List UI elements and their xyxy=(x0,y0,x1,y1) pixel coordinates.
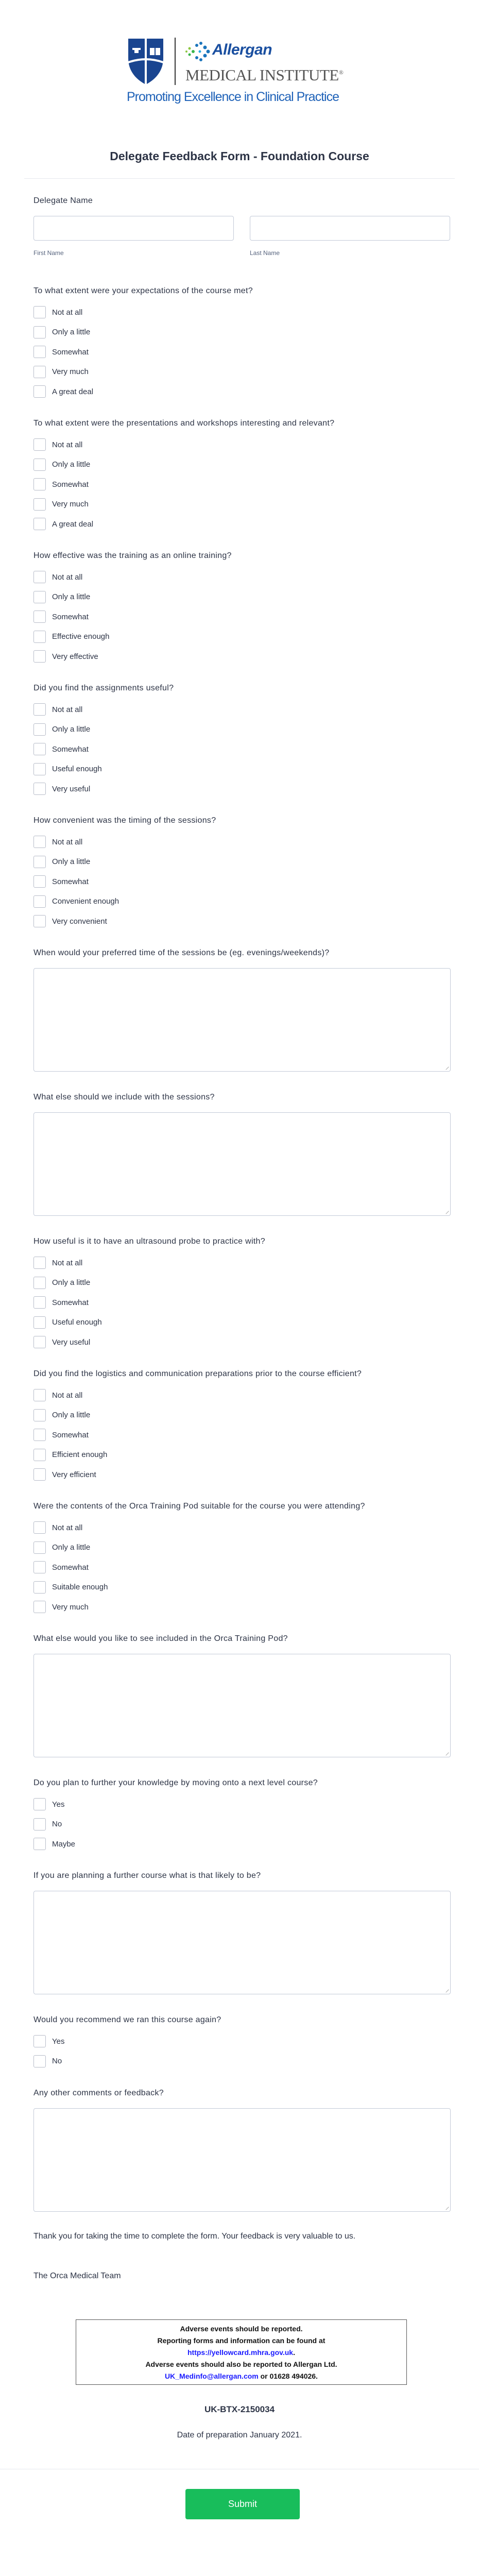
checkbox[interactable] xyxy=(33,2035,46,2047)
option-label: Convenient enough xyxy=(52,897,119,906)
question-label: To what extent were your expectations of the course met? xyxy=(33,286,253,295)
thank-you-text: Thank you for taking the time to complete the form. Your feedback is very valuable to us. xyxy=(33,2231,356,2241)
checkbox-option[interactable] xyxy=(33,306,451,318)
checkbox-option[interactable] xyxy=(33,459,451,471)
checkbox-option[interactable] xyxy=(33,385,451,398)
allergan-medical-institute-logo xyxy=(127,36,353,108)
option-label: Very much xyxy=(52,1602,89,1612)
checkbox[interactable] xyxy=(33,1449,46,1461)
allergan-dots-icon xyxy=(184,41,211,62)
field-label: Delegate Name xyxy=(33,196,93,205)
resize-handle-icon[interactable] xyxy=(443,1208,449,1214)
checkbox[interactable] xyxy=(33,763,46,775)
question-14 xyxy=(33,2014,451,2067)
preparation-date: Date of preparation January 2021. xyxy=(177,2430,302,2439)
option-label: Somewhat xyxy=(52,347,89,357)
option-label: Yes xyxy=(52,1800,65,1809)
phone-text: or 01628 494026. xyxy=(258,2371,318,2380)
question-label: If you are planning a further course what is that likely to be? xyxy=(33,1871,261,1880)
question-4 xyxy=(33,682,451,795)
option-label: Somewhat xyxy=(52,1298,89,1307)
checkbox-option[interactable] xyxy=(33,1429,451,1441)
checkbox[interactable] xyxy=(33,1409,46,1421)
option-label: A great deal xyxy=(52,519,94,529)
question-label: When would your preferred time of the sessions be (eg. evenings/weekends)? xyxy=(33,948,330,957)
checkbox[interactable] xyxy=(33,1429,46,1441)
checkbox-option[interactable] xyxy=(33,1409,451,1421)
checkbox-option[interactable] xyxy=(33,1277,451,1289)
checkbox[interactable] xyxy=(33,1601,46,1613)
checkbox[interactable] xyxy=(33,1581,46,1594)
resize-handle-icon[interactable] xyxy=(443,2204,449,2210)
option-label: Very effective xyxy=(52,652,98,661)
checkbox-option[interactable] xyxy=(33,1818,451,1831)
signoff-text: The Orca Medical Team xyxy=(33,2271,121,2280)
checkbox-option[interactable] xyxy=(33,1316,451,1329)
checkbox[interactable] xyxy=(33,478,46,490)
checkbox[interactable] xyxy=(33,650,46,663)
option-label: Effective enough xyxy=(52,632,110,641)
checkbox-option[interactable] xyxy=(33,498,451,511)
checkbox[interactable] xyxy=(33,631,46,643)
last-name-sublabel: Last Name xyxy=(250,249,280,257)
option-label: Not at all xyxy=(52,440,83,449)
option-label: Somewhat xyxy=(52,480,89,489)
option-label: Maybe xyxy=(52,1839,76,1849)
resize-handle-icon[interactable] xyxy=(443,1064,449,1070)
option-label: Only a little xyxy=(52,592,91,601)
question-7 xyxy=(33,1091,451,1216)
question-10 xyxy=(33,1500,451,1613)
checkbox-option[interactable] xyxy=(33,611,451,623)
checkbox-option[interactable] xyxy=(33,875,451,888)
logo-institute: MEDICAL INSTITUTE® xyxy=(185,66,344,84)
question-6 xyxy=(33,947,451,1072)
question-2 xyxy=(33,417,451,530)
question-label: What else should we include with the sessions? xyxy=(33,1093,215,1101)
first-name-input[interactable] xyxy=(33,216,234,241)
checkbox-option[interactable] xyxy=(33,346,451,358)
checkbox[interactable] xyxy=(33,743,46,755)
checkbox[interactable] xyxy=(33,1818,46,1831)
checkbox-option[interactable] xyxy=(33,2055,451,2067)
reference-code: UK-BTX-2150034 xyxy=(204,2404,275,2414)
checkbox[interactable] xyxy=(33,385,46,398)
first-name-sublabel: First Name xyxy=(33,249,64,257)
checkbox-option[interactable] xyxy=(33,1838,451,1850)
option-label: Very useful xyxy=(52,1337,91,1347)
option-label: Somewhat xyxy=(52,744,89,754)
checkbox[interactable] xyxy=(33,326,46,338)
textarea-input[interactable] xyxy=(33,1112,451,1216)
checkbox[interactable] xyxy=(33,518,46,530)
question-label: Would you recommend we ran this course again? xyxy=(33,2015,221,2024)
checkbox[interactable] xyxy=(33,875,46,888)
question-5 xyxy=(33,815,451,927)
checkbox[interactable] xyxy=(33,783,46,795)
adverse-line-1: Adverse events should be reported. xyxy=(180,2324,303,2333)
question-13 xyxy=(33,1870,451,1994)
question-label: Do you plan to further your knowledge by moving onto a next level course? xyxy=(33,1778,318,1787)
checkbox[interactable] xyxy=(33,571,46,583)
checkbox-option[interactable] xyxy=(33,650,451,663)
option-label: Somewhat xyxy=(52,612,89,621)
adverse-events-notice: Adverse events should be reported. Reporting forms and information can be found at https://yellowcard.mhra.gov.uk. Adverse events should also be reported to Allergan Ltd. UK_Medinfo@allergan.com or 01628 494026. xyxy=(76,2319,407,2385)
form-title: Delegate Feedback Form - Foundation Course xyxy=(110,149,369,163)
checkbox-option[interactable] xyxy=(33,1561,451,1573)
logo-divider xyxy=(175,38,176,85)
question-label: How effective was the training as an online training? xyxy=(33,551,232,560)
medinfo-email-link[interactable]: UK_Medinfo@allergan.com xyxy=(165,2371,259,2380)
checkbox-option[interactable] xyxy=(33,438,451,451)
checkbox[interactable] xyxy=(33,1838,46,1850)
question-12 xyxy=(33,1777,451,1850)
logo-brand: Allergan xyxy=(212,41,272,58)
checkbox[interactable] xyxy=(33,895,46,908)
checkbox[interactable] xyxy=(33,703,46,716)
checkbox-option[interactable] xyxy=(33,1449,451,1461)
option-label: Suitable enough xyxy=(52,1583,108,1591)
question-15 xyxy=(33,2087,451,2212)
option-label: No xyxy=(52,1820,62,1828)
question-9 xyxy=(33,1368,451,1481)
last-name-input[interactable] xyxy=(250,216,450,241)
checkbox-option[interactable] xyxy=(33,1468,451,1481)
option-label: Yes xyxy=(52,2037,65,2046)
textarea-input[interactable] xyxy=(33,1891,451,1994)
checkbox-option[interactable] xyxy=(33,1541,451,1554)
feedback-form xyxy=(33,195,451,2212)
page-header xyxy=(0,0,479,195)
option-label: Efficient enough xyxy=(52,1450,108,1459)
header-divider xyxy=(24,178,455,179)
checkbox[interactable] xyxy=(33,611,46,623)
question-label: Did you find the assignments useful? xyxy=(33,684,174,692)
checkbox-option[interactable] xyxy=(33,518,451,530)
checkbox[interactable] xyxy=(33,1468,46,1481)
question-label: Any other comments or feedback? xyxy=(33,2088,164,2097)
textarea-input[interactable] xyxy=(33,968,451,1072)
option-label: Only a little xyxy=(52,857,91,866)
option-label: Not at all xyxy=(52,572,83,582)
option-label: Useful enough xyxy=(52,1318,102,1327)
option-label: Not at all xyxy=(52,837,83,846)
checkbox[interactable] xyxy=(33,1521,46,1534)
option-label: Not at all xyxy=(52,1523,83,1532)
tagline: Promoting Excellence in Clinical Practice xyxy=(127,90,339,104)
option-label: Not at all xyxy=(52,705,83,714)
option-label: Not at all xyxy=(52,308,83,317)
checkbox[interactable] xyxy=(33,459,46,471)
submit-button[interactable]: Submit xyxy=(185,2489,300,2519)
delegate-name-field xyxy=(33,195,451,257)
option-label: Very much xyxy=(52,500,89,509)
option-label: Only a little xyxy=(52,460,91,469)
checkbox[interactable] xyxy=(33,1336,46,1348)
question-11 xyxy=(33,1633,451,1757)
checkbox-option[interactable] xyxy=(33,366,451,378)
question-label: How convenient was the timing of the sessions? xyxy=(33,816,216,825)
checkbox[interactable] xyxy=(33,1798,46,1810)
checkbox-option[interactable] xyxy=(33,915,451,927)
checkbox-option[interactable] xyxy=(33,571,451,583)
checkbox-option[interactable] xyxy=(33,2035,451,2047)
checkbox-option[interactable] xyxy=(33,783,451,795)
question-3 xyxy=(33,550,451,663)
checkbox[interactable] xyxy=(33,1257,46,1269)
option-label: Only a little xyxy=(52,328,91,336)
checkbox-option[interactable] xyxy=(33,703,451,716)
checkbox-option[interactable] xyxy=(33,1296,451,1309)
option-label: Only a little xyxy=(52,1543,91,1552)
option-label: Somewhat xyxy=(52,1563,89,1572)
adverse-line-2: Reporting forms and information can be found at xyxy=(157,2336,326,2345)
question-8 xyxy=(33,1235,451,1348)
option-label: Very much xyxy=(52,367,89,376)
option-label: Very useful xyxy=(52,784,91,793)
checkbox[interactable] xyxy=(33,1389,46,1401)
adverse-line-3: Adverse events should also be reported to Allergan Ltd. xyxy=(145,2360,337,2368)
option-label: Not at all xyxy=(52,1391,83,1400)
checkbox[interactable] xyxy=(33,1277,46,1289)
checkbox-option[interactable] xyxy=(33,326,451,338)
checkbox[interactable] xyxy=(33,1316,46,1329)
option-label: Very efficient xyxy=(52,1470,96,1479)
question-label: To what extent were the presentations and workshops interesting and relevant? xyxy=(33,419,335,428)
checkbox-option[interactable] xyxy=(33,723,451,736)
option-label: Only a little xyxy=(52,725,91,734)
form-footer xyxy=(0,2231,479,2535)
checkbox-option[interactable] xyxy=(33,856,451,868)
checkbox-option[interactable] xyxy=(33,1601,451,1613)
option-label: Not at all xyxy=(52,1258,83,1267)
checkbox[interactable] xyxy=(33,836,46,848)
checkbox-option[interactable] xyxy=(33,836,451,848)
checkbox-option[interactable] xyxy=(33,591,451,603)
option-label: Very convenient xyxy=(52,917,107,926)
checkbox[interactable] xyxy=(33,723,46,736)
checkbox-option[interactable] xyxy=(33,895,451,908)
checkbox[interactable] xyxy=(33,2055,46,2067)
checkbox-option[interactable] xyxy=(33,1336,451,1348)
option-label: Only a little xyxy=(52,1411,91,1419)
checkbox[interactable] xyxy=(33,366,46,378)
checkbox[interactable] xyxy=(33,1541,46,1554)
questions-list xyxy=(33,285,451,2212)
textarea-input[interactable] xyxy=(33,1654,451,1757)
checkbox-option[interactable] xyxy=(33,1389,451,1401)
textarea-input[interactable] xyxy=(33,2108,451,2212)
checkbox[interactable] xyxy=(33,306,46,318)
checkbox[interactable] xyxy=(33,915,46,927)
resize-handle-icon[interactable] xyxy=(443,1987,449,1992)
shield-icon xyxy=(127,38,164,85)
checkbox-option[interactable] xyxy=(33,1798,451,1810)
question-label: What else would you like to see included in the Orca Training Pod? xyxy=(33,1634,288,1643)
question-label: Were the contents of the Orca Training Pod suitable for the course you were attending? xyxy=(33,1502,365,1511)
checkbox-option[interactable] xyxy=(33,1257,451,1269)
checkbox[interactable] xyxy=(33,856,46,868)
option-label: Somewhat xyxy=(52,1430,89,1439)
checkbox[interactable] xyxy=(33,498,46,511)
question-1 xyxy=(33,285,451,398)
checkbox-option[interactable] xyxy=(33,631,451,643)
question-label: How useful is it to have an ultrasound probe to practice with? xyxy=(33,1237,265,1246)
yellowcard-link[interactable]: https://yellowcard.mhra.gov.uk xyxy=(187,2348,294,2357)
checkbox-option[interactable] xyxy=(33,763,451,775)
checkbox[interactable] xyxy=(33,591,46,603)
checkbox[interactable] xyxy=(33,346,46,358)
option-label: Useful enough xyxy=(52,765,102,773)
option-label: A great deal xyxy=(52,387,94,396)
checkbox-option[interactable] xyxy=(33,1581,451,1594)
checkbox-option[interactable] xyxy=(33,1521,451,1534)
checkbox[interactable] xyxy=(33,1561,46,1573)
checkbox[interactable] xyxy=(33,1296,46,1309)
resize-handle-icon[interactable] xyxy=(443,1750,449,1755)
option-label: Somewhat xyxy=(52,877,89,886)
checkbox-option[interactable] xyxy=(33,743,451,755)
option-label: No xyxy=(52,2057,62,2065)
question-label: Did you find the logistics and communication preparations prior to the course efficient? xyxy=(33,1369,362,1378)
checkbox-option[interactable] xyxy=(33,478,451,490)
option-label: Only a little xyxy=(52,1278,91,1287)
checkbox[interactable] xyxy=(33,438,46,451)
